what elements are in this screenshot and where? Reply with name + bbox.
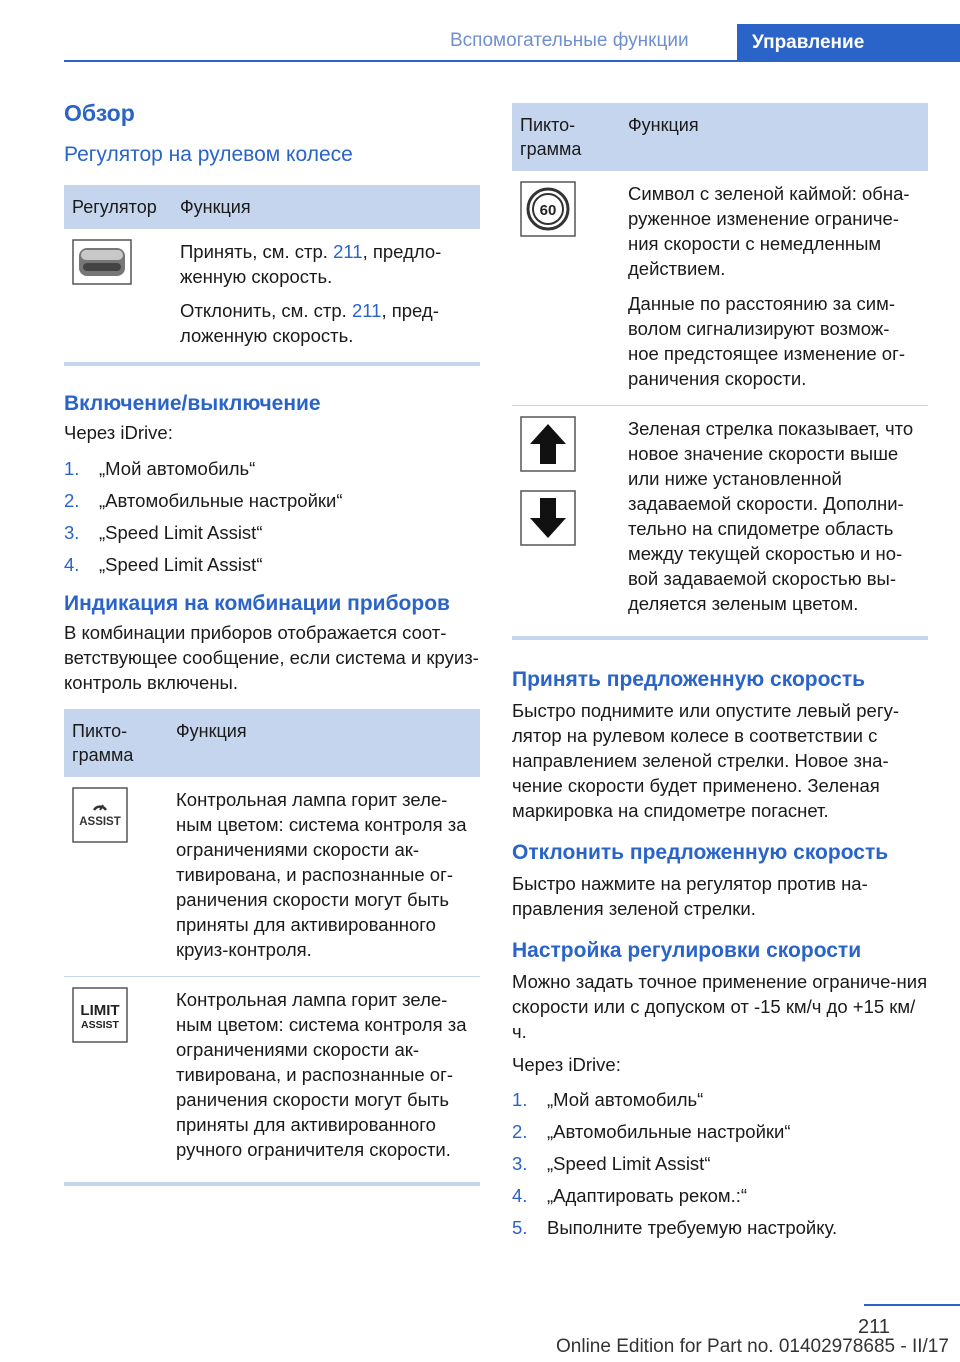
table-header-cell: Функция (172, 185, 480, 229)
svg-text:LIMIT: LIMIT (80, 1002, 120, 1019)
speed-symbol-table (512, 103, 928, 630)
table-header-cell: Функция (620, 103, 928, 171)
via-idrive-text: Через iDrive: (64, 422, 173, 443)
table-header-cell: Функция (168, 709, 480, 777)
adjust-text: Можно задать точное применение ограниче-ния скорости или с допуском от -15 км/ч до +15 км/ч. (512, 971, 928, 1042)
cluster-table (64, 709, 480, 1176)
header-section: Вспомогательные функции (450, 30, 689, 51)
text: , предло- (362, 241, 442, 262)
text: Отклонить, см. стр. (180, 300, 352, 321)
limit-assist-icon (64, 977, 168, 1177)
list-item: 5. Выполните требуемую настройку. (512, 1217, 838, 1238)
footer-rule (864, 1304, 960, 1306)
cluster-heading: Индикация на комбинации приборов (64, 592, 450, 615)
page-number: 211 (858, 1316, 890, 1338)
right-column (512, 103, 928, 1247)
arrow-icons (512, 406, 620, 631)
via-idrive-text: Через iDrive: (512, 1054, 621, 1075)
header-chapter-tab: Управление (737, 24, 960, 62)
table-header-cell: Пикто-грамма (64, 709, 168, 777)
table-header-cell: Пикто-грамма (512, 103, 620, 171)
left-column (64, 100, 480, 1186)
text: Принять, см. стр. (180, 241, 334, 262)
reject-text: Быстро нажмите на регулятор против на-правления зеленой стрелки. (512, 873, 868, 919)
overview-heading: Обзор (64, 100, 135, 126)
text: Данные по расстоянию за сим-волом сигнализируют возмож-ное предстоящее изменение ог-раничения скорости. (628, 293, 905, 389)
arrow-up-icon (520, 416, 576, 472)
list-item: 3. „Speed Limit Assist“ (64, 522, 263, 543)
list-item: 2. „Автомобильные настройки“ (64, 490, 343, 511)
wheel-control-table (64, 185, 480, 362)
table-cell: Контрольная лампа горит зеле-ным цветом: система контроля за ограничениями скорости ак-тивирована, и распознанные ог-раничения скорости могут быть приняты для активированного круиз-контроля. (168, 777, 480, 977)
speed-sign-icon (512, 171, 620, 406)
rocker-switch-icon (64, 229, 172, 362)
accept-heading: Принять предложенную скорость (512, 668, 866, 691)
accept-text: Быстро поднимите или опустите левый регу-лятор на рулевом колесе в соответствии с направлением зеленой стрелки. Новое зна-чение скорости будет применено. Зеленая маркировка на спидометре погаснет. (512, 700, 899, 821)
list-item: 4. „Speed Limit Assist“ (64, 554, 263, 575)
edition-footer: Online Edition for Part no. 01402978685 - II/17 (556, 1336, 949, 1357)
page-link[interactable]: 211 (333, 241, 363, 262)
list-item: 4. „Адаптировать реком.:“ (512, 1185, 748, 1206)
arrow-down-icon (520, 490, 576, 546)
adjust-heading: Настройка регулировки скорости (512, 939, 862, 962)
list-item: 3. „Speed Limit Assist“ (512, 1153, 711, 1174)
wheel-control-heading: Регулятор на рулевом колесе (64, 143, 353, 166)
table-cell: Контрольная лампа горит зеле-ным цветом: система контроля за ограничениями скорости ак-тивирована, и распознанные ог-раничения скорости могут быть приняты для активированного ручного ограничителя скорости. (176, 989, 467, 1160)
list-item: 2. „Автомобильные настройки“ (512, 1121, 791, 1142)
header-rule (64, 60, 960, 62)
table-end-rule (512, 636, 928, 640)
list-item: 1. „Мой автомобиль“ (512, 1089, 704, 1110)
text: Символ с зеленой каймой: обна-руженное изменение ограниче-ния скорости с немедленным действием. (628, 183, 910, 279)
table-cell: Зеленая стрелка показывает, что новое значение скорости выше или ниже установленной задаваемой скорости. Дополни-тельно на спидометре область между текущей скоростью и но-вой задаваемой скоростью вы-деляется зеленым цветом. (628, 418, 914, 614)
svg-text:ASSIST: ASSIST (81, 1019, 119, 1031)
text: женную скорость. (180, 266, 333, 287)
svg-text:ASSIST: ASSIST (79, 816, 121, 828)
table-header-cell: Регулятор (64, 185, 172, 229)
reject-heading: Отклонить предложенную скорость (512, 841, 889, 864)
table-end-rule (64, 1182, 480, 1186)
page-link[interactable]: 211 (351, 300, 382, 321)
cluster-text: В комбинации приборов отображается соот-ветствующее сообщение, если система и круиз-контроль включены. (64, 622, 479, 693)
table-cell (172, 229, 480, 362)
assist-icon (64, 777, 168, 977)
svg-text:60: 60 (539, 202, 557, 219)
text: , пред- (381, 300, 439, 321)
onoff-heading: Включение/выключение (64, 392, 321, 415)
steps-list-1 (64, 456, 480, 577)
table-cell (620, 171, 928, 406)
table-end-rule (64, 362, 480, 366)
list-item: 1. „Мой автомобиль“ (64, 458, 256, 479)
steps-list-2 (512, 1087, 928, 1240)
text: ложенную скорость. (180, 325, 354, 346)
